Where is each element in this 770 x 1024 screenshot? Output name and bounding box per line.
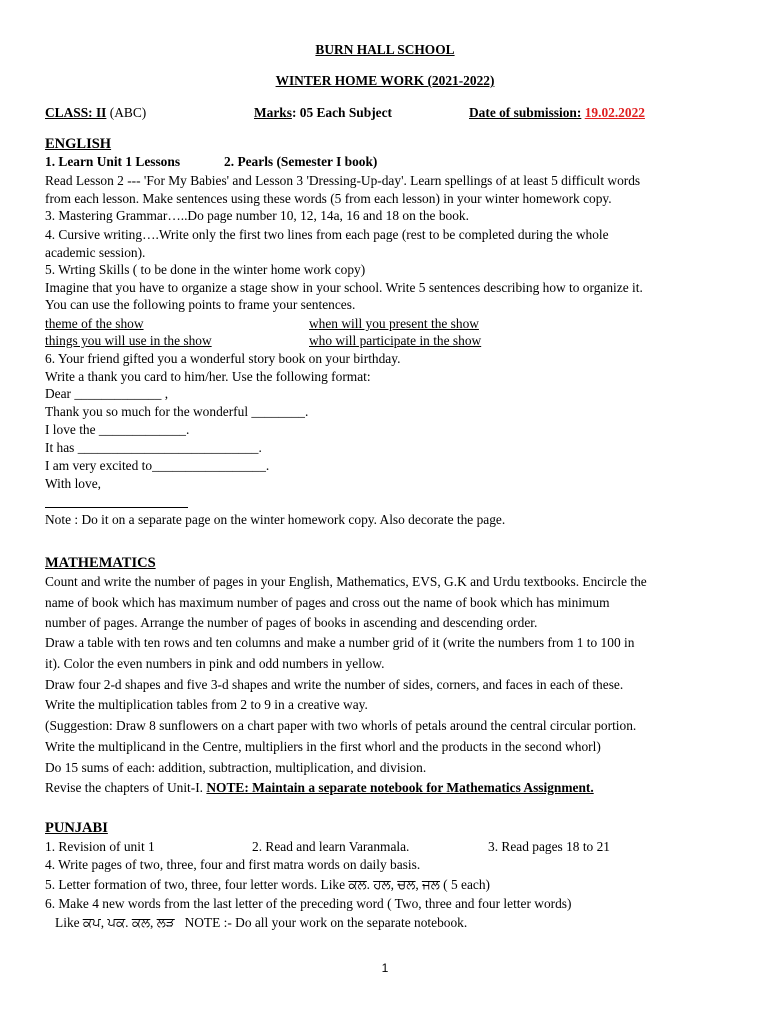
math-revise-text: Revise the chapters of Unit-I. <box>45 780 207 795</box>
math-line: it). Color the even numbers in pink and odd numbers in yellow. <box>45 656 385 671</box>
show-point-theme: theme of the show <box>45 316 144 331</box>
punjabi-line: 4. Write pages of two, three, four and first matra words on daily basis. <box>45 857 421 872</box>
english-note: Note : Do it on a separate page on the winter homework copy. Also decorate the page. <box>45 512 506 527</box>
english-line: 6. Your friend gifted you a wonderful story book on your birthday. <box>45 351 401 366</box>
english-line: 4. Cursive writing….Write only the first two lines from each page (rest to be completed during the whole <box>45 227 609 242</box>
math-line: Write the multiplicand in the Centre, multipliers in the first whorl and the products in the second whorl) <box>45 739 601 754</box>
english-line: Imagine that you have to organize a stage show in your school. Write 5 sentences describing how to organize it. <box>45 280 643 295</box>
show-point-who: who will participate in the show <box>309 333 482 348</box>
submission-label: Date of submission: <box>469 105 582 120</box>
punjabi-line: 6. Make 4 new words from the last letter of the preceding word ( Two, three and four letter words) <box>45 896 572 911</box>
homework-title: WINTER HOME WORK (2021-2022) <box>275 73 495 88</box>
math-line: name of book which has maximum number of pages and cross out the name of book which has minimum <box>45 595 610 610</box>
english-line: Dear _____________ , <box>45 386 169 401</box>
school-name: BURN HALL SCHOOL <box>315 42 455 57</box>
mathematics-heading: MATHEMATICS <box>45 555 156 571</box>
class-info <box>45 104 146 121</box>
marks-label: Marks <box>254 105 292 120</box>
signature-line <box>45 507 188 508</box>
math-last-line <box>45 779 594 796</box>
english-line: 3. Mastering Grammar…..Do page number 10, 12, 14a, 16 and 18 on the book. <box>45 208 469 223</box>
punjabi-line: 5. Letter formation of two, three, four letter words. Like ਕਲ. ਹਲ, ਚਲ, ਜਲ ( 5 each) <box>45 877 491 892</box>
math-line: Count and write the number of pages in your English, Mathematics, EVS, G.K and Urdu textbooks. Encircle the <box>45 574 647 589</box>
english-line: I love the _____________. <box>45 422 190 437</box>
english-line: 5. Wrting Skills ( to be done in the winter home work copy) <box>45 262 366 277</box>
punjabi-item-2: 2. Read and learn Varanmala. <box>252 839 410 854</box>
math-line: (Suggestion: Draw 8 sunflowers on a chart paper with two whorls of petals around the central circular portion. <box>45 718 637 733</box>
english-heading: ENGLISH <box>45 136 112 152</box>
punjabi-item-3: 3. Read pages 18 to 21 <box>488 839 610 854</box>
punjabi-line: Like ਕਪ, ਪਕ. ਕਲ, ਲੜ NOTE :- Do all your work on the separate notebook. <box>45 915 468 930</box>
math-line: number of pages. Arrange the number of pages of books in ascending and descending order. <box>45 615 538 630</box>
punjabi-item-1: 1. Revision of unit 1 <box>45 839 155 854</box>
class-value: (ABC) <box>106 105 147 120</box>
english-line: Write a thank you card to him/her. Use the following format: <box>45 369 371 384</box>
english-item-1: 1. Learn Unit 1 Lessons <box>45 154 181 169</box>
math-line: Draw a table with ten rows and ten columns and make a number grid of it (write the numbers from 1 to 100 in <box>45 635 635 650</box>
english-line: You can use the following points to frame your sentences. <box>45 297 356 312</box>
english-items <box>45 153 377 170</box>
show-point-when: when will you present the show <box>309 316 479 331</box>
marks-info <box>254 104 392 121</box>
english-line: Thank you so much for the wonderful ________. <box>45 404 309 419</box>
english-line: academic session). <box>45 245 146 260</box>
marks-value: : 05 Each Subject <box>291 105 392 120</box>
english-line: I am very excited to_________________. <box>45 458 270 473</box>
class-label: CLASS: II <box>45 105 107 120</box>
english-line: With love, <box>45 476 101 491</box>
math-line: Do 15 sums of each: addition, subtraction, multiplication, and division. <box>45 760 427 775</box>
english-line: It has ___________________________. <box>45 440 262 455</box>
math-note: NOTE: Maintain a separate notebook for Mathematics Assignment. <box>206 780 594 795</box>
english-item-2: 2. Pearls (Semester I book) <box>224 154 378 169</box>
math-line: Write the multiplication tables from 2 to 9 in a creative way. <box>45 697 368 712</box>
english-line: Read Lesson 2 --- 'For My Babies' and Lesson 3 'Dressing-Up-day'. Learn spellings of at least 5 difficult words <box>45 173 641 188</box>
submission-info <box>469 104 645 121</box>
math-line: Draw four 2-d shapes and five 3-d shapes and write the number of sides, corners, and faces in each of these. <box>45 677 624 692</box>
page-number: 1 <box>381 961 389 975</box>
show-point-things: things you will use in the show <box>45 333 212 348</box>
punjabi-heading: PUNJABI <box>45 820 108 836</box>
english-line: from each lesson. Make sentences using these words (5 from each lesson) in your winter homework copy. <box>45 191 612 206</box>
submission-date: 19.02.2022 <box>584 105 645 120</box>
